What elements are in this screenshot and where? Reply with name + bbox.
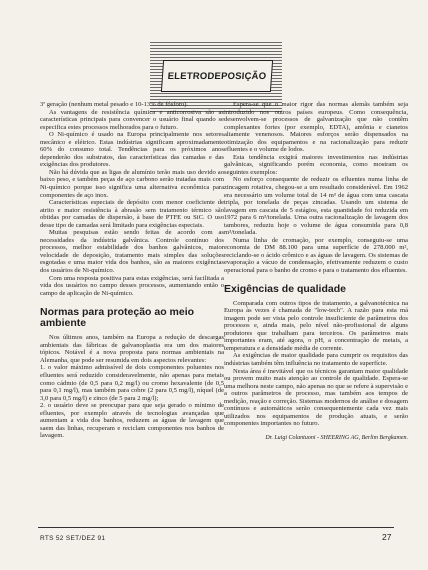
section-title: ELETRODEPOSIÇÃO [161,60,273,92]
paragraph: Com uma resposta positiva para estas exigências, será facilitada a vida dos usuários no campo desses processos, aumentando então o campo de aplicação de Ni-químico. [40,274,224,297]
paragraph: No esforço consequente de reduzir os efluentes numa linha de zincagem rotativa, chegou-se a um resultado considerável. Em 1962 era necessário um volume total de 14 m³ de água com uma cascata tripla, por tonelada de peças zincadas. Usando um sistema de lavagem em cascata de 5 estágios, esta quantidade foi reduzida em 1972 para 6 m³/tonelada. Uma outra racionalização de lavagem dos tambores, reduziu hoje o volume de água consumida para 0,8 m³/tonelada. [224,176,408,237]
paragraph: Não há dúvida que as ligas de alumínio terão mais uso devido ao baixo peso, e também peças de aço carbono serão tratadas mais com Ni-químico porque isso significa uma alternativa econômica para componentes de aço inox. [40,168,224,199]
paragraph: Espera-se que o maior rigor das normas alemãs também seja introduzido nos outros países europeus. Como consequência, desenvolvem-se processos de galvanização que não contêm complexantes fortes (por exemplo, EDTA), amônia e cianetos altamente venenosos. Maiores esforços serão dispensados na otimização dos equipamentos e na racionalização para reduzir efluentes e o volume de lodos. [224,101,408,154]
section-heading-quality: Exigências de qualidade [224,282,346,295]
paragraph: O Ni-químico é usado na Europa principalmente nos setores mecânico e elétrico. Estas indústrias significam aproximadamente 60% do consumo total. Tendências para os próximos anos dependerão dos substratos, das características das camadas e das exigências dos produtores. [40,131,224,169]
paragraph: Nesta área é inevitável que os técnicos garantam maior qualidade ou provem muito mais atenção ao controle de qualidade. Espera-se uma melhora neste campo, não apenas no que se refere à supervisão e a outros parâmetros de processo, mas também aos tempos de medição, reação e correção. Sistemas modernos de análise e dosagem contínuos e automáticos serão consequentemente cada vez mais utilizados nos equipamentos de produção atuais, e serão componentes importantes no futuro. [224,367,408,428]
list-item: 2. o usuário deve se preocupar para que seja gerado o mínimo de efluentes, por exemplo através de tecnologias avançadas que aumentam a vida dos banhos, reduzem as águas de lavagem que saem das linhas, recuperam e reciclam componentes nos banhos de lavagem. [40,402,224,440]
paragraph: Nos últimos anos, também na Europa a redução de descargas ambientais das fábricas de galvanoplastia era um dos maiores tópicos. Notável é a nova proposta para normas ambientais na Alemanha, que pode ser resumida em dois aspectos relevantes: [40,334,224,364]
paragraph: Comparada com outros tipos de tratamento, a galvanotécnica na Europa às vezes é chamada de "low-tech". A razão para esta má imagem pode ser vista pelo controle insuficiente de parâmetros dos processos e, ainda mais, pelo nível não-profissional de alguns produtores que trabalham para terceiros. Os parâmetros mais importantes eram, até agora, o pH, a concentração de metais, a temperatura e a densidade média de corrente. [224,299,408,352]
paragraph: 3ª geração (nenhum metal pesado e 10-13% de fósforo). [40,101,189,108]
journal-reference: RTS 52 SET/DEZ 91 [40,535,106,542]
paragraph: Características especiais de depósito com menor coeficiente de atrito e maior resistência à abrasão sem tratamento térmico são obtidas por camadas de dispersão, à base de PTFE ou SiC. O uso desse tipo de camadas será limitado para exigências especiais. [40,199,224,229]
section-heading-environment: Normas para proteção ao meio ambiente [40,306,195,330]
right-column [224,101,408,441]
author-credit: Dr. Luigi Colantuoni - SHEERING AG, Berlim Bergkamen. [265,434,408,441]
left-column [40,101,224,440]
list-item: 1. o valor máximo admissível de dois componentes poluentes nos efluentes será reduzido consideravelmente, não apenas para metais como cádmio (de 0,5 para 0,2 mg/l) ou cromo hexavalente (de 0,5 para 0,1 mg/l), mas também para cobre (2 para 0,5 mg/l), níquel (de 3,0 para 0,5 mg/l) e zinco (de 5 para 2 mg/l); [40,364,224,402]
paragraph: As vantagens de resistência química e anticorrosiva são as características principais para convencer o usuário final quando se especifica estes processos melhorados para o futuro. [40,108,224,131]
paragraph: Muitas pesquisas estão sendo feitas de acordo com as necessidades da indústria galvânica. Controle contínuo dos processos, melhor estabilidade dos banhos galvânicos, maior velocidade de deposição, tratamento mais simples das soluções esgotadas e uma maior vida dos banhos, são as maiores exigências dos usuários de Ni-químico. [40,229,224,275]
paragraph: As exigências de maior qualidade para cumprir os requisitos das indústrias também têm influência no tratamento de superfície. [224,352,408,367]
paragraph: Numa linha de cromação, por exemplo, conseguiu-se uma economia de DM 88.100 para uma superfície de 278.000 m², reciclando-se o ácido crômico e as águas de lavagem. Os sistemas de evaporação a vácuo de condensação, efetivamente reduzem o custo operacional para o banho de cromo e para o tratamento dos efluentes. [224,236,408,275]
footer-divider [38,527,394,528]
page-number: 27 [382,532,392,542]
paragraph: Esta tendência exigirá maiores investimentos nas indústrias galvânicas, significando porém economia, como mostram os seguintes exemplos: [224,153,408,176]
